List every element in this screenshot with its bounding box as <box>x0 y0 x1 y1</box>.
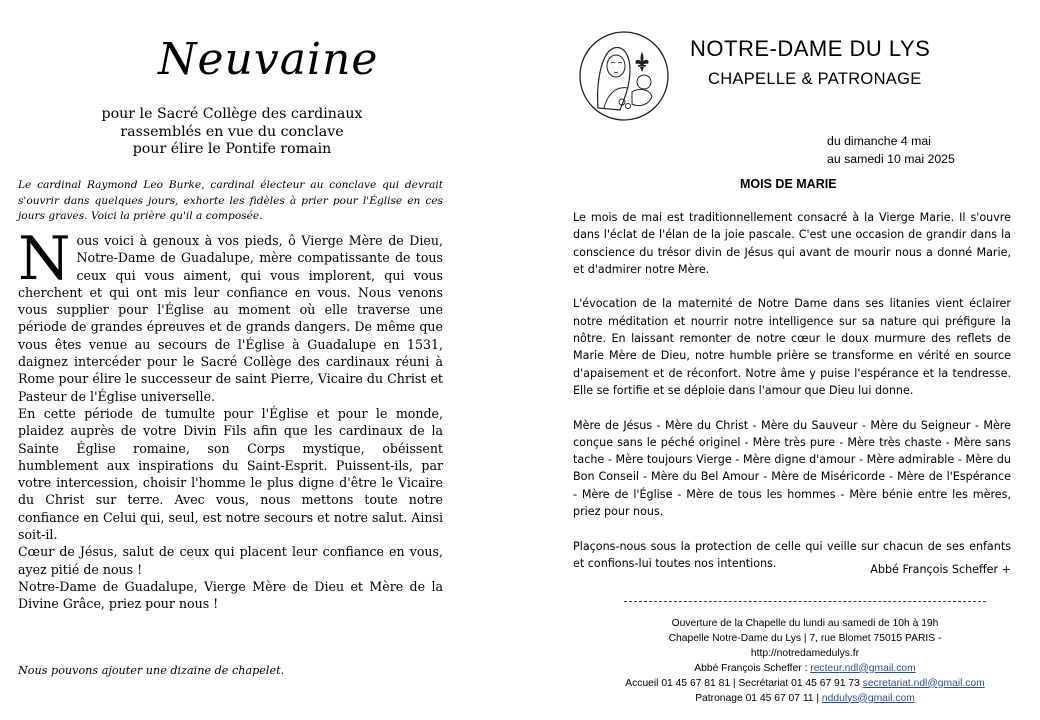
article-body <box>573 209 1011 590</box>
neuvaine-closing: Nous pouvons ajouter une dizaine de chapelet. <box>18 664 285 677</box>
article-paragraph: Plaçons-nous sous la protection de celle qui veille sur chacun de ses enfants et confions-lui toutes nos intentions. <box>573 539 1011 570</box>
divider <box>624 601 986 602</box>
rector-email-link[interactable]: recteur.ndl@gmail.com <box>810 662 916 674</box>
footer-website: http://notredamedulys.fr <box>750 647 860 659</box>
secretariat-email-link[interactable]: secretariat.ndl@gmail.com <box>862 677 985 689</box>
prayer-paragraph-text: ous voici à genoux à vos pieds, ô Vierge Mère de Dieu, Notre-Dame de Guadalupe, mère compatissante de tous ceux qui vous aiment, qui vous implorent, qui vous cherchent et qui ont mis leur confiance en vous. Nous venons vous supplier pour l'Église au moment où elle traverse une période de grandes épreuves et de grands dangers. De même que vous êtes venue au secours de l'Église à Guadalupe en 1531, daignez intercéder pour le Sacré Collège des cardinaux réuni à Rome pour élire le successeur de saint Pierre, Vicaire du Christ et Pasteur de l'Église universelle. <box>18 233 443 404</box>
section-heading: MOIS DE MARIE <box>740 177 837 191</box>
prayer-text <box>18 224 443 613</box>
litany-paragraph: Mère de Jésus - Mère du Christ - Mère du Sauveur - Mère du Seigneur - Mère conçue sans le péché originel - Mère très pure - Mère très chaste - Mère sans tache - Mère toujours Vierge - Mère digne d'amour - Mère admirable - Mère du Bon Conseil - Mère du Bel Amour - Mère de Miséricorde - Mère de l'Espérance - Mère de l'Église - Mère de tous les hommes - Mère bénie entre les mères, priez pour nous. <box>573 418 1011 519</box>
subtitle-line: pour élire le Pontife romain <box>132 141 332 157</box>
footer-label: Abbé François Scheffer : <box>694 662 811 674</box>
neuvaine-column <box>18 0 448 720</box>
article-paragraph: L'évocation de la maternité de Notre Dame dans ses litanies vient éclairer notre méditation et nourrir notre intelligence sur sa nature qui préfigure la nôtre. En laissant remonter de notre cœur le doux murmure des reflets de Marie Mère de Dieu, notre humble prière se transforme en vérité en source d'apaisement et de réconfort. Notre âme y puise l'espérance et la tendresse. Elle se fortifie et se déploie dans l'amour que Dieu lui donne. <box>573 297 1011 397</box>
drop-cap: N <box>18 224 71 294</box>
contact-footer <box>590 617 1020 706</box>
prayer-paragraph: Cœur de Jésus, salut de ceux qui placent leur confiance en vous, ayez pitié de nous ! <box>18 544 443 577</box>
footer-address: Chapelle Notre-Dame du Lys | 7, rue Blomet 75015 PARIS - <box>668 632 942 644</box>
org-subtitle: CHAPELLE & PATRONAGE <box>708 70 922 88</box>
chapelle-column <box>560 0 1020 720</box>
date-line: du dimanche 4 mai <box>827 134 931 148</box>
virgin-and-child-with-fleur-de-lys-icon <box>578 30 670 122</box>
footer-phones <box>590 677 1020 692</box>
footer-opening-hours: Ouverture de la Chapelle du lundi au samedi de 10h à 19h <box>671 618 939 629</box>
footer-rector-contact <box>590 662 1020 677</box>
prayer-paragraph: En cette période de tumulte pour l'Église et pour le monde, plaidez auprès de votre Divin Fils afin que les cardinaux de la Sainte Église romaine, son Corps mystique, obéissent humblement aux inspirations du Saint-Esprit. Puissent-ils, par votre intercession, choisir l'homme le plus digne d'être le Vicaire du Christ sur terre. Avec vous, nous mettons toute notre confiance en Celui qui, seul, est notre secours et notre salut. Ainsi soit-il. <box>18 405 443 543</box>
footer-label: Accueil 01 45 67 81 81 | Secrétariat 01 45 67 91 73 <box>625 677 863 689</box>
subtitle-line: rassemblés en vue du conclave <box>120 123 344 140</box>
date-line: au samedi 10 mai 2025 <box>827 152 955 166</box>
neuvaine-title: Neuvaine <box>158 34 379 85</box>
footer-label: Patronage 01 45 67 07 11 | <box>695 692 822 704</box>
neuvaine-intro: Le cardinal Raymond Leo Burke, cardinal électeur au conclave qui devrait s'ouvrir dans quelques jours, exhorte les fidèles à prier pour l'Église en ces jours graves. Voici la prière qu'il a composée. <box>18 179 443 223</box>
org-name: NOTRE-DAME DU LYS <box>690 36 931 61</box>
patronage-email-link[interactable]: nddulys@gmail.com <box>821 692 915 704</box>
neuvaine-subtitle <box>18 106 446 159</box>
subtitle-line: pour le Sacré Collège des cardinaux <box>101 106 363 122</box>
article-paragraph: Le mois de mai est traditionnellement consacré à la Vierge Marie. Il s'ouvre dans l'éclat de l'élan de la joie pascale. C'est une occasion de grandir dans la conscience du trésor divin de Jésus qui avant de mourir nous a donné Marie, et d'admirer notre Mère. <box>573 211 1011 276</box>
prayer-paragraph: Notre-Dame de Guadalupe, Vierge Mère de Dieu et Mère de la Divine Grâce, priez pour nous ! <box>18 578 443 612</box>
prayer-paragraph <box>18 224 443 405</box>
footer-patronage <box>590 692 1020 707</box>
signature: Abbé François Scheffer + <box>870 563 1011 576</box>
